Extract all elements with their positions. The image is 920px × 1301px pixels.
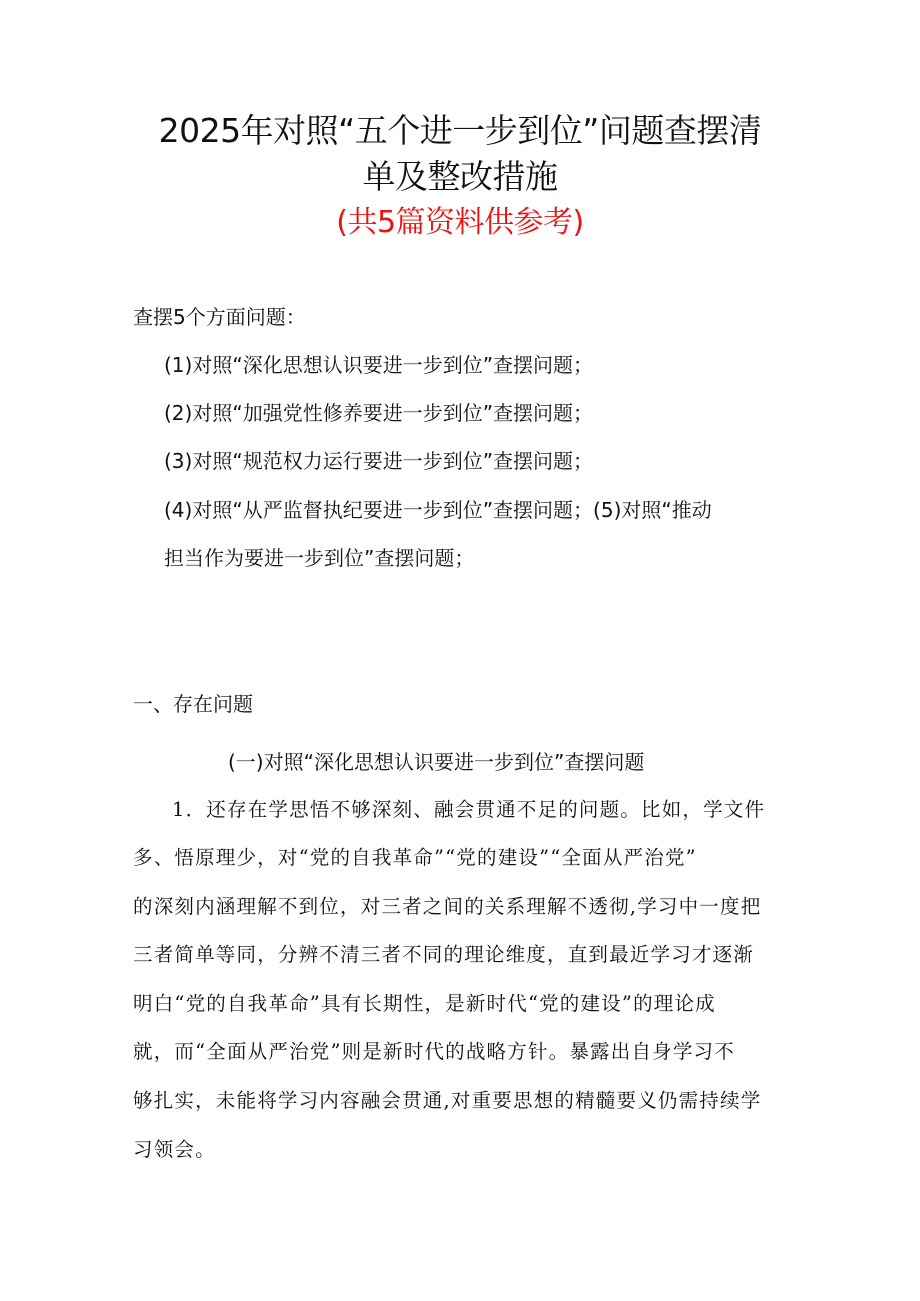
- paragraph-line-1: 1．还存在学思悟不够深刻、融会贯通不足的问题。比如，学文件: [172, 798, 766, 821]
- intro-item-3: (3)对照“规范权力运行要进一步到位”查摆问题；: [164, 449, 594, 473]
- document-title-line-1: 2025年对照“五个进一步到位”问题查摆清: [158, 111, 762, 150]
- intro-item-2: (2)对照“加强党性修养要进一步到位”查摆问题；: [164, 401, 594, 425]
- paragraph-line-7: 够扎实，未能将学习内容融会贯通,对重要思想的精髓要义仍需持续学: [133, 1089, 762, 1112]
- intro-item-5: 担当作为要进一步到位”查摆问题；: [164, 546, 475, 570]
- paragraph-line-6: 就，而“全面从严治党”则是新时代的战略方针。暴露出自身学习不: [133, 1040, 735, 1063]
- paragraph-line-3: 的深刻内涵理解不到位，对三者之间的关系理解不透彻,学习中一度把: [133, 895, 762, 918]
- intro-item-1: (1)对照“深化思想认识要进一步到位”查摆问题；: [164, 353, 594, 377]
- intro-item-4: (4)对照“从严监督执纪要进一步到位”查摆问题；(5)对照“推动: [164, 498, 712, 522]
- paragraph-line-8: 习领会。: [133, 1138, 216, 1161]
- intro-heading: 查摆5个方面问题：: [133, 305, 306, 329]
- document-title-line-2: 单及整改措施: [362, 157, 558, 196]
- paragraph-line-4: 三者简单等同，分辨不清三者不同的理论维度，直到最近学习才逐渐: [133, 943, 755, 966]
- paragraph-line-2: 多、悟原理少，对“党的自我革命”“党的建设”“全面从严治党”: [133, 846, 697, 869]
- paragraph-line-5: 明白“党的自我革命”具有长期性，是新时代“党的建设”的理论成: [133, 992, 716, 1015]
- section-subheading: (一)对照“深化思想认识要进一步到位”查摆问题: [228, 750, 645, 774]
- section-heading: 一、存在问题: [133, 692, 253, 716]
- document-subtitle: (共5篇资料供参考): [336, 205, 584, 240]
